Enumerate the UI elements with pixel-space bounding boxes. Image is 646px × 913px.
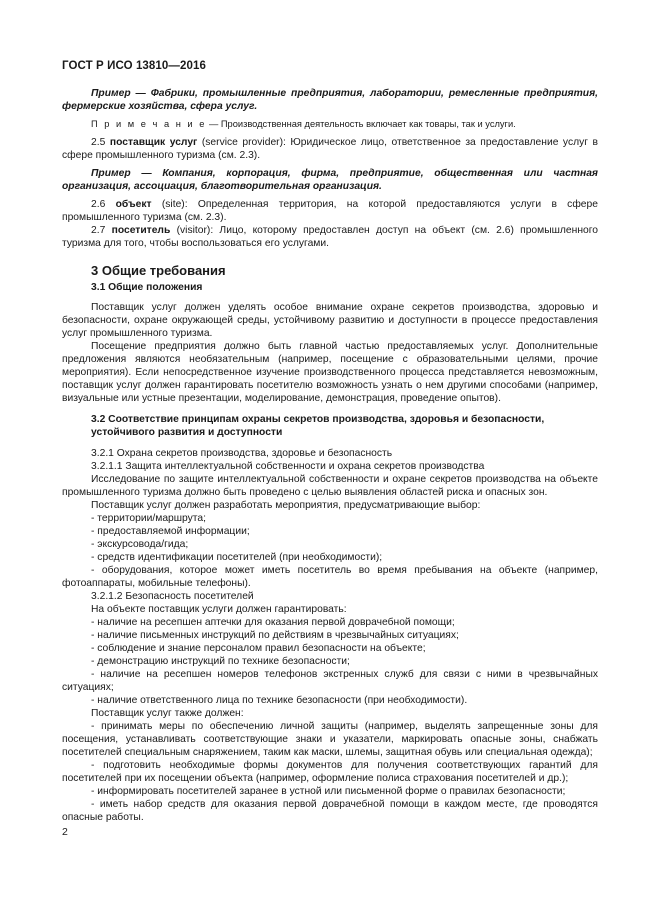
section-3-heading: 3 Общие требования — [91, 263, 226, 278]
list-item: - информировать посетителей заранее в устной или письменной форме о правилах безопасности; — [91, 786, 566, 797]
list-item: - наличие на ресепшен аптечки для оказания первой доврачебной помощи; — [91, 617, 455, 628]
definition-text: (service provider): Юридическое лицо, ответственное за предоставление услуг в сфере промышленного туризма (см. 2.3). — [62, 137, 598, 161]
document-header: ГОСТ Р ИСО 13810—2016 — [62, 60, 207, 72]
note-1 — [62, 118, 598, 131]
definition-2-7 — [62, 224, 598, 250]
list-item: - территории/маршрута; — [91, 513, 206, 524]
subsection-3-2-1: 3.2.1 Охрана секретов производства, здоровье и безопасность — [91, 448, 393, 459]
paragraph-provider-must: Поставщик услуг также должен: — [91, 708, 244, 719]
list-item: - наличие на ресепшен номеров телефонов экстренных служб для связи с ними в чрезвычайных ситуациях; — [62, 669, 598, 693]
subsection-3-2-1-1: 3.2.1.1 Защита интеллектуальной собственности и охрана секретов производства — [91, 461, 485, 472]
page-number: 2 — [62, 826, 68, 838]
example-label: Пример — [91, 88, 131, 99]
definition-2-6 — [62, 198, 598, 224]
definition-text: (visitor): Лицо, которому предоставлен доступ на объект (см. 2.6) промышленного туризма для того, чтобы воспользоваться его услугами. — [62, 225, 598, 249]
list-item: - наличие ответственного лица по технике безопасности (при необходимости). — [91, 695, 468, 706]
definition-term: поставщик услуг — [109, 137, 198, 148]
subsection-3-2-1-2: 3.2.1.2 Безопасность посетителей — [91, 591, 254, 602]
section-3-2-heading-line1: 3.2 Соответствие принципам охраны секретов производства, здоровья и безопасности, — [91, 414, 545, 425]
definition-text: (site): Определенная территория, на которой предоставляются услуги в сфере промышленного туризма (см. 2.3). — [62, 199, 598, 223]
definition-2-5 — [62, 136, 598, 162]
list-item: - средств идентификации посетителей (при необходимости); — [91, 552, 383, 563]
note-text: — Производственная деятельность включает как товары, так и услуги. — [208, 119, 516, 129]
paragraph-general-1: Поставщик услуг должен уделять особое внимание охране секретов производства, здоровью и безопасности, охране окружающей среды, устойчивому развитию и доступности в процессе предоставления услуг промышленного туризма. — [62, 302, 598, 339]
paragraph-general-2: Посещение предприятия должно быть главной частью предоставляемых услуг. Дополнительные предложения являются необязательным (например, посещение с образовательными целями, прочие мероприятия). Если непосредственное изучение производственного процесса представляется невозможным, поставщик услуг должен гарантировать посетителю возможность узнать о нем другими способами (например, визуальные или устные презентации, моделирование, демонстрация, проведение опытов). — [62, 341, 598, 404]
list-item: - наличие письменных инструкций по действиям в чрезвычайных ситуациях; — [91, 630, 459, 641]
document-body — [62, 87, 598, 824]
list-item: - подготовить необходимые формы документов для получения соответствующих гарантий для посетителей при их посещении объекта (например, оформление полиса страхования посетителей и др.); — [62, 760, 598, 784]
list-item: - предоставляемой информации; — [91, 526, 250, 537]
list-item: - экскурсовода/гида; — [91, 539, 189, 550]
example-label: Пример — [91, 168, 131, 179]
definition-term: посетитель — [111, 225, 171, 236]
example-2 — [62, 167, 598, 193]
section-3-2-heading — [91, 413, 598, 439]
example-text: — Компания, корпорация, фирма, предприятие, общественная или частная организация, ассоциация, благотворительная организация. — [62, 168, 598, 192]
definition-number: 2.5 — [91, 137, 106, 148]
example-1 — [62, 87, 598, 113]
paragraph-ip-study: Исследование по защите интеллектуальной собственности и охране секретов производства на объекте промышленного туризма должно быть проведено с целью выявления областей риска и опасных зон. — [62, 474, 598, 498]
note-label: П р и м е ч а н и е — [91, 119, 207, 129]
list-item: - иметь набор средств для оказания первой доврачебной помощи в каждом месте, где проводятся опасные работы. — [62, 799, 598, 823]
definition-number: 2.7 — [91, 225, 106, 236]
paragraph-measures-intro: Поставщик услуг должен разработать мероприятия, предусматривающие выбор: — [91, 500, 481, 511]
paragraph-guarantee-intro: На объекте поставщик услуги должен гарантировать: — [91, 604, 347, 615]
section-3-2-heading-line2: устойчивого развития и доступности — [91, 427, 283, 438]
list-item: - принимать меры по обеспечению личной защиты (например, выделять запрещенные зоны для посещения, устанавливать соответствующие знаки и указатели, маркировать опасные зоны, снабжать посетителей специальным снаряжением, таким как маски, шлемы, защитная обувь или специальная одежда); — [62, 721, 598, 758]
definition-number: 2.6 — [91, 199, 106, 210]
list-item: - соблюдение и знание персоналом правил безопасности на объекте; — [91, 643, 426, 654]
definition-term: объект — [115, 199, 152, 210]
example-text: — Фабрики, промышленные предприятия, лаборатории, ремесленные предприятия, фермерские хозяйства, сфера услуг. — [62, 88, 598, 112]
list-item: - оборудования, которое может иметь посетитель во время пребывания на объекте (например, фотоаппараты, мобильные телефоны). — [62, 565, 598, 589]
section-3-1-heading: 3.1 Общие положения — [91, 282, 203, 293]
list-item: - демонстрацию инструкций по технике безопасности; — [91, 656, 350, 667]
